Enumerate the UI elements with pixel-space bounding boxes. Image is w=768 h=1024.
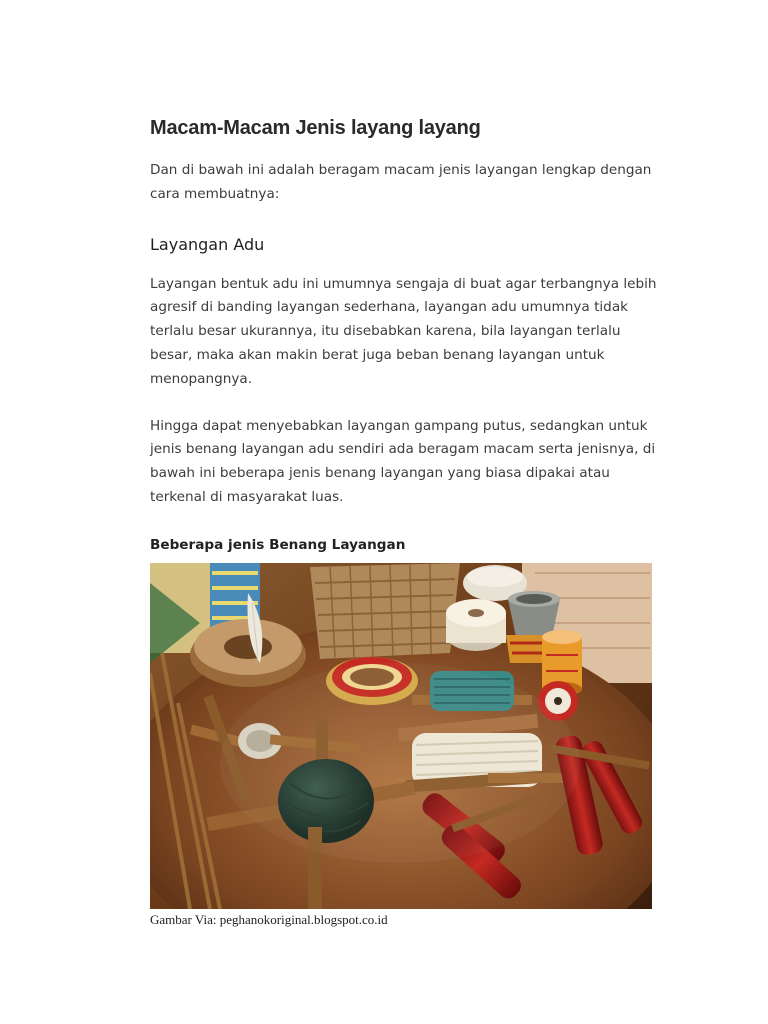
article-title: Macam-Macam Jenis layang layang [150, 117, 481, 139]
intro-paragraph: Dan di bawah ini adalah beragam macam jenis layangan lengkap dengan cara membuatnya: [150, 162, 652, 202]
section-heading: Layangan Adu [150, 234, 265, 254]
kite-string-spools-photo [150, 563, 652, 909]
body-paragraph-2: Hingga dapat menyebabkan layangan gampang putus, sedangkan untuk jenis benang layangan adu sendiri ada beragam macam serta jenisnya, di bawah ini beberapa jenis benang layangan yang biasa dipakai atau terkenal di masyarakat luas. [150, 417, 656, 505]
body-paragraph-1: Layangan bentuk adu ini umumnya sengaja di buat agar terbangnya lebih agresif di banding layangan sederhana, layangan adu umumnya tidak terlalu besar ukurannya, itu disebabkan karena, bila layangan terlalu besar, maka akan makin berat juga beban benang layangan untuk menopangnya. [150, 275, 657, 387]
article [150, 114, 660, 928]
subsection-heading: Beberapa jenis Benang Layangan [150, 536, 406, 553]
image-caption: Gambar Via: peghanokoriginal.blogspot.co.id [150, 911, 388, 927]
